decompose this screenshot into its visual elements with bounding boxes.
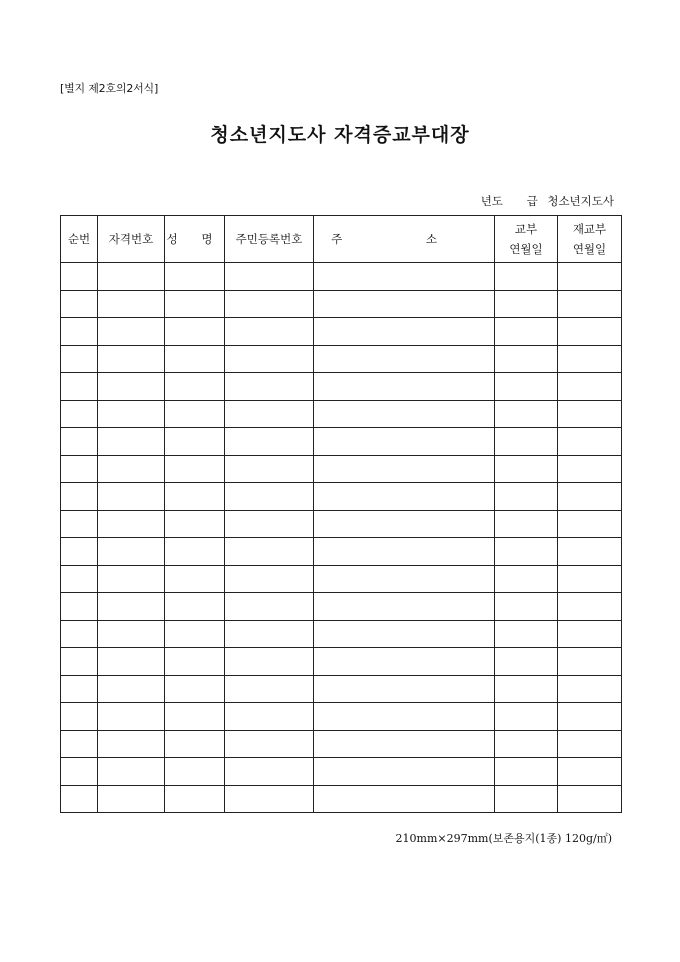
cell-cert-number bbox=[98, 318, 165, 346]
grade-label: 급 bbox=[526, 194, 538, 208]
cell-resident-number bbox=[225, 318, 314, 346]
cell-cert-number bbox=[98, 510, 165, 538]
cell-resident-number bbox=[225, 510, 314, 538]
cell-resident-number bbox=[225, 263, 314, 291]
cell-reissue-date bbox=[558, 318, 622, 346]
cell-cert-number bbox=[98, 785, 165, 813]
cell-resident-number bbox=[225, 648, 314, 676]
cell-address bbox=[314, 703, 495, 731]
cell-seq bbox=[61, 400, 98, 428]
cell-name bbox=[165, 455, 225, 483]
table-row bbox=[61, 290, 622, 318]
table-row bbox=[61, 345, 622, 373]
cell-address bbox=[314, 373, 495, 401]
cell-address bbox=[314, 620, 495, 648]
cell-seq bbox=[61, 483, 98, 511]
cell-reissue-date bbox=[558, 483, 622, 511]
cell-address bbox=[314, 483, 495, 511]
col-header-resident-number: 주민등록번호 bbox=[225, 216, 314, 263]
col-header-reissue-date bbox=[558, 216, 622, 263]
cell-cert-number bbox=[98, 263, 165, 291]
cell-seq bbox=[61, 758, 98, 786]
table-row bbox=[61, 758, 622, 786]
cell-issue-date bbox=[495, 400, 558, 428]
instructor-label: 청소년지도사 bbox=[547, 194, 614, 208]
cell-seq bbox=[61, 785, 98, 813]
cell-reissue-date bbox=[558, 758, 622, 786]
col-header-issue-line2: 연월일 bbox=[509, 242, 543, 256]
cell-seq bbox=[61, 730, 98, 758]
cell-address bbox=[314, 400, 495, 428]
table-row bbox=[61, 785, 622, 813]
cell-cert-number bbox=[98, 758, 165, 786]
cell-resident-number bbox=[225, 538, 314, 566]
cell-address bbox=[314, 263, 495, 291]
cell-issue-date bbox=[495, 785, 558, 813]
cell-reissue-date bbox=[558, 345, 622, 373]
cell-cert-number bbox=[98, 455, 165, 483]
cell-issue-date bbox=[495, 318, 558, 346]
cell-name bbox=[165, 675, 225, 703]
cell-address bbox=[314, 593, 495, 621]
cell-seq bbox=[61, 263, 98, 291]
cell-name bbox=[165, 730, 225, 758]
cell-name bbox=[165, 565, 225, 593]
cell-resident-number bbox=[225, 758, 314, 786]
cell-cert-number bbox=[98, 648, 165, 676]
cell-cert-number bbox=[98, 730, 165, 758]
document-title: 청소년지도사 자격증교부대장 bbox=[210, 124, 470, 146]
cell-name bbox=[165, 648, 225, 676]
table-body bbox=[61, 263, 622, 813]
cell-address bbox=[314, 758, 495, 786]
cell-reissue-date bbox=[558, 620, 622, 648]
table-row bbox=[61, 593, 622, 621]
table-row bbox=[61, 620, 622, 648]
cell-issue-date bbox=[495, 263, 558, 291]
cell-seq bbox=[61, 538, 98, 566]
cell-issue-date bbox=[495, 675, 558, 703]
cell-name bbox=[165, 345, 225, 373]
year-label: 년도 bbox=[480, 194, 503, 208]
cell-issue-date bbox=[495, 620, 558, 648]
cell-seq bbox=[61, 345, 98, 373]
table-row bbox=[61, 565, 622, 593]
table-row bbox=[61, 483, 622, 511]
col-header-reissue-line2: 연월일 bbox=[572, 242, 607, 256]
cell-cert-number bbox=[98, 483, 165, 511]
col-header-issue-date bbox=[495, 216, 558, 263]
cell-seq bbox=[61, 593, 98, 621]
cell-address bbox=[314, 785, 495, 813]
cell-resident-number bbox=[225, 345, 314, 373]
cell-cert-number bbox=[98, 593, 165, 621]
cell-reissue-date bbox=[558, 263, 622, 291]
year-grade-line bbox=[481, 193, 614, 209]
cell-address bbox=[314, 345, 495, 373]
cell-cert-number bbox=[98, 400, 165, 428]
cell-issue-date bbox=[495, 593, 558, 621]
cell-cert-number bbox=[98, 345, 165, 373]
cell-address bbox=[314, 290, 495, 318]
cell-issue-date bbox=[495, 730, 558, 758]
cell-name bbox=[165, 428, 225, 456]
cell-reissue-date bbox=[558, 510, 622, 538]
form-number-label: [별지 제2호의2서식] bbox=[60, 82, 159, 95]
cell-cert-number bbox=[98, 565, 165, 593]
cell-address bbox=[314, 455, 495, 483]
cell-reissue-date bbox=[558, 675, 622, 703]
cell-resident-number bbox=[225, 785, 314, 813]
cell-cert-number bbox=[98, 428, 165, 456]
cell-address bbox=[314, 428, 495, 456]
cell-issue-date bbox=[495, 428, 558, 456]
cell-issue-date bbox=[495, 345, 558, 373]
cell-seq bbox=[61, 648, 98, 676]
cell-seq bbox=[61, 620, 98, 648]
cell-seq bbox=[61, 703, 98, 731]
table-row bbox=[61, 373, 622, 401]
cell-name bbox=[165, 290, 225, 318]
cell-reissue-date bbox=[558, 373, 622, 401]
cell-resident-number bbox=[225, 373, 314, 401]
col-header-cert-number: 자격번호 bbox=[98, 216, 165, 263]
cell-name bbox=[165, 483, 225, 511]
cell-cert-number bbox=[98, 620, 165, 648]
cell-issue-date bbox=[495, 510, 558, 538]
table-row bbox=[61, 703, 622, 731]
cell-seq bbox=[61, 428, 98, 456]
cell-name bbox=[165, 318, 225, 346]
cell-issue-date bbox=[495, 648, 558, 676]
cell-cert-number bbox=[98, 290, 165, 318]
cell-name bbox=[165, 785, 225, 813]
table-row bbox=[61, 318, 622, 346]
issuance-ledger-table bbox=[60, 215, 622, 813]
cell-resident-number bbox=[225, 620, 314, 648]
cell-reissue-date bbox=[558, 648, 622, 676]
cell-name bbox=[165, 373, 225, 401]
cell-seq bbox=[61, 510, 98, 538]
cell-issue-date bbox=[495, 373, 558, 401]
cell-name bbox=[165, 620, 225, 648]
cell-address bbox=[314, 675, 495, 703]
cell-reissue-date bbox=[558, 593, 622, 621]
col-header-issue-line1: 교부 bbox=[514, 222, 538, 236]
cell-address bbox=[314, 730, 495, 758]
cell-reissue-date bbox=[558, 428, 622, 456]
cell-name bbox=[165, 263, 225, 291]
col-header-address bbox=[314, 216, 495, 263]
cell-name bbox=[165, 703, 225, 731]
cell-issue-date bbox=[495, 565, 558, 593]
cell-address bbox=[314, 648, 495, 676]
cell-name bbox=[165, 758, 225, 786]
cell-resident-number bbox=[225, 400, 314, 428]
table-row bbox=[61, 538, 622, 566]
cell-reissue-date bbox=[558, 538, 622, 566]
table-row bbox=[61, 675, 622, 703]
cell-seq bbox=[61, 675, 98, 703]
col-header-reissue-line1: 재교부 bbox=[572, 222, 607, 236]
cell-issue-date bbox=[495, 538, 558, 566]
cell-resident-number bbox=[225, 730, 314, 758]
cell-seq bbox=[61, 318, 98, 346]
table-row bbox=[61, 510, 622, 538]
table-row bbox=[61, 400, 622, 428]
table-row bbox=[61, 263, 622, 291]
cell-resident-number bbox=[225, 565, 314, 593]
cell-resident-number bbox=[225, 675, 314, 703]
table-row bbox=[61, 730, 622, 758]
cell-reissue-date bbox=[558, 730, 622, 758]
cell-issue-date bbox=[495, 290, 558, 318]
cell-cert-number bbox=[98, 675, 165, 703]
cell-reissue-date bbox=[558, 785, 622, 813]
cell-cert-number bbox=[98, 373, 165, 401]
table-header-row bbox=[61, 216, 622, 263]
cell-issue-date bbox=[495, 483, 558, 511]
cell-address bbox=[314, 565, 495, 593]
cell-reissue-date bbox=[558, 290, 622, 318]
cell-address bbox=[314, 538, 495, 566]
cell-seq bbox=[61, 290, 98, 318]
cell-resident-number bbox=[225, 703, 314, 731]
cell-resident-number bbox=[225, 428, 314, 456]
cell-reissue-date bbox=[558, 565, 622, 593]
table-row bbox=[61, 455, 622, 483]
cell-resident-number bbox=[225, 290, 314, 318]
cell-resident-number bbox=[225, 455, 314, 483]
cell-seq bbox=[61, 455, 98, 483]
cell-cert-number bbox=[98, 703, 165, 731]
cell-seq bbox=[61, 565, 98, 593]
cell-name bbox=[165, 538, 225, 566]
col-header-address-text: 주 소 bbox=[331, 232, 477, 246]
cell-issue-date bbox=[495, 703, 558, 731]
cell-reissue-date bbox=[558, 400, 622, 428]
cell-name bbox=[165, 400, 225, 428]
cell-address bbox=[314, 510, 495, 538]
cell-issue-date bbox=[495, 758, 558, 786]
col-header-name-text: 성 명 bbox=[166, 232, 223, 246]
cell-reissue-date bbox=[558, 703, 622, 731]
cell-name bbox=[165, 593, 225, 621]
cell-address bbox=[314, 318, 495, 346]
cell-cert-number bbox=[98, 538, 165, 566]
cell-seq bbox=[61, 373, 98, 401]
col-header-seq: 순번 bbox=[61, 216, 98, 263]
table-row bbox=[61, 648, 622, 676]
cell-reissue-date bbox=[558, 455, 622, 483]
table-row bbox=[61, 428, 622, 456]
paper-spec-note: 210mm×297mm(보존용지(1종) 120g/㎡) bbox=[395, 832, 612, 845]
cell-issue-date bbox=[495, 455, 558, 483]
col-header-name bbox=[165, 216, 225, 263]
cell-resident-number bbox=[225, 593, 314, 621]
cell-resident-number bbox=[225, 483, 314, 511]
cell-name bbox=[165, 510, 225, 538]
